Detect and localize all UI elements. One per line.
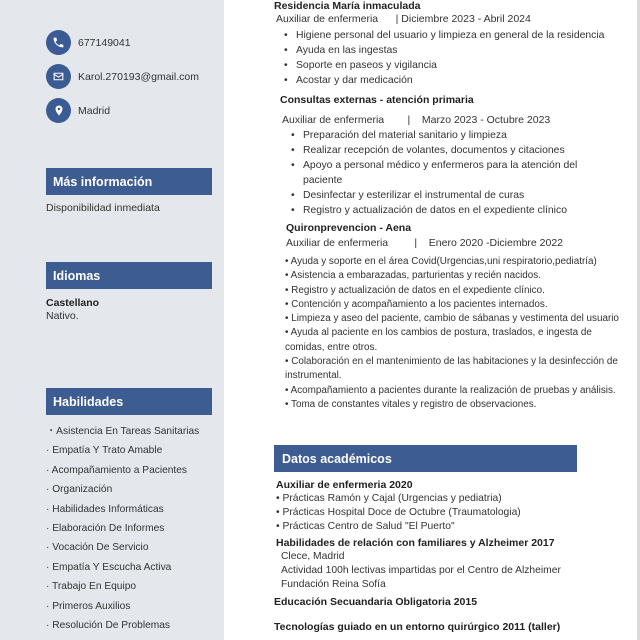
list-item: • Toma de constantes vitales y registro de observaciones. (285, 398, 537, 410)
sidebar (0, 0, 224, 640)
list-item: • Registro y actualización de datos en el expediente clínico (291, 203, 611, 218)
phone-number: 677149041 (78, 36, 131, 49)
list-item: • Higiene personal del usuario y limpieza en general de la residencia (284, 28, 604, 43)
list-item: Clece, Madrid (281, 551, 345, 562)
list-item: • Apoyo a personal médico y enfermeros para la atención del paciente (291, 158, 611, 188)
list-item: • Desinfectar y esterilizar el instrumental de curas (291, 188, 611, 203)
academic-heading: Datos académicos (274, 445, 577, 472)
phone-icon (46, 30, 71, 55)
skill-item: · Elaboración De Informes (46, 522, 165, 534)
skill-item: · Habilidades Informáticas (46, 503, 164, 515)
skill-item: · Empatía Y Trato Amable (46, 445, 163, 457)
skills-list (46, 424, 199, 637)
job-bullets (284, 28, 604, 88)
list-item: • Prácticas Ramón y Cajal (Urgencias y pediatria) (276, 493, 502, 504)
skill-item: · Organización (46, 484, 113, 496)
contact-phone (46, 30, 131, 55)
job-title: Consultas externas - atención primaria (280, 94, 474, 106)
contact-location (46, 98, 110, 123)
list-item: • Acostar y dar medicación (284, 73, 604, 88)
skills-heading: Habilidades (46, 388, 212, 415)
skill-item: · Empatía Y Escucha Activa (46, 561, 172, 573)
job-bullets (285, 255, 623, 412)
mail-icon (46, 64, 71, 89)
languages-heading: Idiomas (46, 262, 212, 289)
list-item: • Preparación del material sanitario y limpieza (291, 128, 611, 143)
list-item: • Acompañamiento a pacientes durante la realización de pruebas y análisis. (285, 384, 616, 396)
availability-text: Disponibilidad inmediata (46, 202, 160, 214)
list-item: • Ayuda y soporte en el área Covid(Urgencias,uni respiratorio,pediatría) (285, 256, 597, 267)
academic-entry-title: Tecnologías guiado en un entorno quirúrgico 2011 (taller) (274, 621, 561, 633)
list-item: • Soporte en paseos y vigilancia (284, 58, 604, 73)
skill-item: · Trabajo En Equipo (46, 581, 137, 593)
language-level: Nativo. (46, 310, 79, 322)
more-info-heading: Más información (46, 168, 212, 195)
list-item: Actividad 100h lectivas impartidas por el Centro de Alzheimer (281, 565, 561, 576)
job-meta: Auxiliar de enfermeria | Marzo 2023 - Octubre 2023 (282, 114, 551, 126)
skill-item: ・Asistencia En Tareas Sanitarias (46, 426, 200, 437)
list-item: • Limpieza y aseo del paciente, cambio de sábanas y vestimenta del usuario (285, 313, 619, 325)
list-item: • Prácticas Centro de Salud "El Puerto" (276, 521, 455, 532)
list-item: • Asistencia a embarazadas, parturientas y recién nacidos. (285, 270, 541, 282)
job-title: Residencia María inmaculada (274, 0, 421, 12)
job-bullets (291, 128, 611, 218)
skill-item: · Primeros Auxilios (46, 600, 131, 612)
location-text: Madrid (78, 104, 111, 117)
list-item: • Colaboración en el mantenimiento de las habitaciones y la desinfección de instrumental. (285, 356, 618, 382)
contact-email (46, 64, 199, 89)
skill-item: · Vocación De Servicio (46, 542, 149, 554)
email-address: Karol.270193@gmail.com (78, 70, 199, 83)
job-meta: Auxiliar de enfermeria | Diciembre 2023 - Abril 2024 (276, 13, 531, 25)
list-item: • Realizar recepción de volantes, documentos y citaciones (291, 143, 611, 158)
list-item: • Prácticas Hospital Doce de Octubre (Traumatologia) (276, 507, 521, 518)
skill-item: · Acompañamiento a Pacientes (46, 464, 188, 476)
list-item: • Contención y acompañamiento a los pacientes internados. (285, 298, 548, 310)
academic-entry-title: Auxiliar de enfermeria 2020 (276, 479, 413, 491)
job-title: Quironprevencion - Aena (286, 222, 412, 234)
list-item: • Ayuda al paciente en los cambios de postura, traslados, e ingesta de comidas, entre otros. (285, 327, 592, 353)
job-meta: Auxiliar de enfermeria | Enero 2020 -Diciembre 2022 (286, 237, 564, 249)
list-item: • Ayuda en las ingestas (284, 43, 604, 58)
location-pin-icon (46, 98, 71, 123)
skill-item: · Resolución De Problemas (46, 619, 171, 631)
list-item: • Registro y actualización de datos en el expediente clínico. (285, 284, 545, 296)
academic-entry-lines (276, 492, 521, 534)
list-item: Fundación Reina Sofía (281, 579, 386, 590)
academic-entry-title: Educación Secuandaria Obligatoria 2015 (274, 596, 478, 608)
academic-entry-title: Habilidades de relación con familiares y Alzheimer 2017 (276, 537, 555, 549)
language-name: Castellano (46, 297, 100, 309)
academic-entry-lines (281, 550, 561, 592)
